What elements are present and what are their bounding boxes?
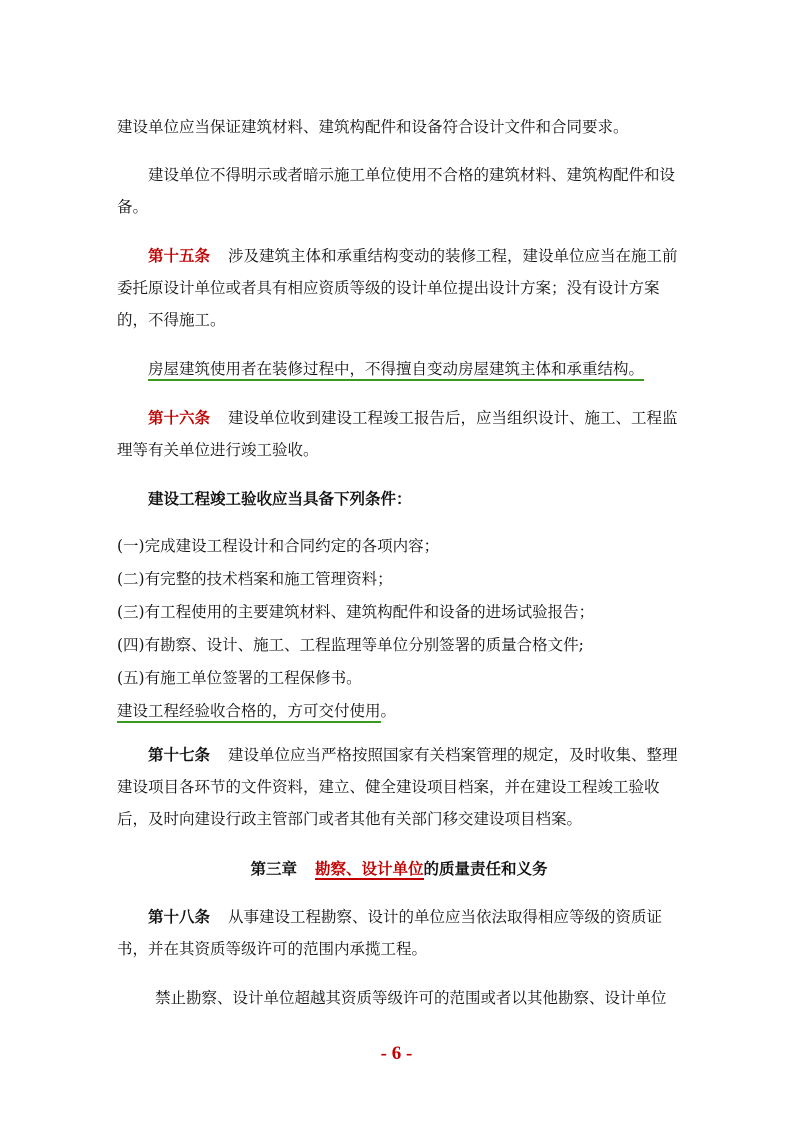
list-item: (五)有施工单位签署的工程保修书。 [117, 669, 362, 687]
conditions-heading-block [117, 483, 681, 515]
paragraph [117, 159, 681, 223]
list-item [117, 695, 681, 728]
conditions-list [117, 530, 681, 728]
paragraph [117, 982, 681, 1014]
article-18 [117, 901, 681, 965]
paragraph [117, 111, 681, 143]
underlined-text: 建设工程经验收合格的，方可交付使用 [117, 702, 381, 723]
paragraph [117, 353, 681, 385]
article-text: 涉及建筑主体和承重结构变动的装修工程，建设单位应当在施工前委托原设计单位或者具有相应资质等级的设计单位提出设计方案；没有设计方案的，不得施工。 [117, 247, 678, 329]
chapter-title: 的质量责任和义务 [423, 860, 548, 878]
article-text: 建设单位收到建设工程竣工报告后，应当组织设计、施工、工程监理等有关单位进行竣工验收。 [117, 409, 678, 459]
article-17 [117, 739, 681, 835]
article-text: 从事建设工程勘察、设计的单位应当依法取得相应等级的资质证书，并在其资质等级许可的范围内承揽工程。 [117, 908, 663, 958]
article-label: 第十六条 [148, 409, 211, 427]
list-item: (三)有工程使用的主要建筑材料、建筑构配件和设备的进场试验报告； [117, 603, 595, 621]
list-item: (一)完成建设工程设计和合同约定的各项内容； [117, 537, 440, 555]
chapter-number: 第三章 [250, 860, 297, 878]
article-label: 第十七条 [148, 746, 211, 764]
article-text: 建设单位应当严格按照国家有关档案管理的规定，及时收集、整理建设项目各环节的文件资料，建立、健全建设项目档案，并在建设工程竣工验收后，及时向建设行政主管部门或者其他有关部门移交建设项目档案。 [117, 746, 678, 828]
article-label: 第十五条 [148, 247, 211, 265]
page-number: - 6 - [380, 1043, 413, 1064]
article-16 [117, 402, 681, 466]
chapter-title-highlight: 勘察、设计单位 [314, 860, 424, 878]
paragraph-text: 建设单位应当保证建筑材料、建筑构配件和设备符合设计文件和合同要求。 [117, 118, 629, 136]
conditions-heading: 建设工程竣工验收应当具备下列条件： [148, 490, 412, 508]
article-15 [117, 240, 681, 336]
article-label: 第十八条 [148, 908, 211, 926]
list-item: (四)有勘察、设计、施工、工程监理等单位分别签署的质量合格文件; [117, 636, 584, 654]
chapter-heading [117, 853, 681, 885]
paragraph-text: 禁止勘察、设计单位超越其资质等级许可的范围或者以其他勘察、设计单位 [155, 989, 667, 1007]
paragraph-text: 建设单位不得明示或者暗示施工单位使用不合格的建筑材料、建筑构配件和设备。 [117, 166, 676, 216]
paragraph-text: 。 [380, 702, 397, 720]
list-item: (二)有完整的技术档案和施工管理资料； [117, 570, 393, 588]
underlined-text: 房屋建筑使用者在装修过程中，不得擅自变动房屋建筑主体和承重结构。 [148, 360, 644, 381]
